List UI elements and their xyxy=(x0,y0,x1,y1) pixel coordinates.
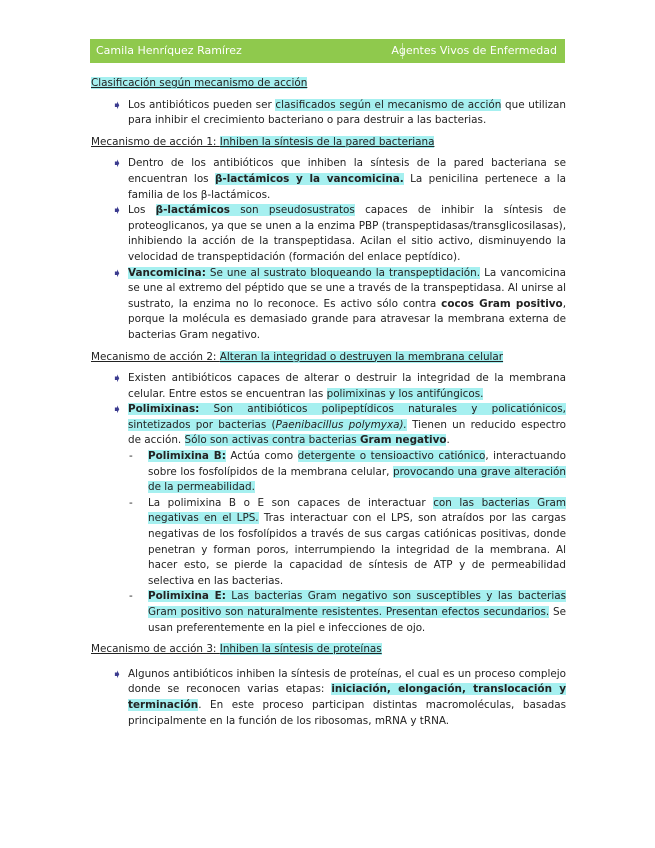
arrow-bullet-icon: ➧ xyxy=(112,203,123,218)
bullet-list xyxy=(91,98,566,129)
list-item: ➧ Algunos antibióticos inhiben la síntesis de proteínas, el cual es un proceso complejo donde se reconocen varias etapas: iniciación, elongación, translocación y terminación. En este proceso participan distintas macromoléculas, basadas principalmente en la función de los ribosomas, mRNA y tRNA. xyxy=(112,666,566,727)
list-item: ➧ Polimixinas: Son antibióticos polipeptídicos naturales y policatiónicos, sintetizados por bacterias (Paenibacillus polymyxa). Tienen un reducido espectro de acción. Sólo son activas contra bacterias Gram negativo. - Polimixina B: Actúa como detergente o tensioactivo catiónico, interactuando sobre los fosfolípidos de la membrana celular, provocando una grave alteración de la permeabilidad. - La polimixina B o E son capaces de interactuar con las bacterias Gram negativas en el LPS. Tras interactuar con el LPS, son atraídos por las cargas negativas de los fosfolípidos a través de sus cargas catiónicas positivas, donde penetran y forman poros, interrumpiendo la integridad de la membrana. Al hacer esto, se pierde la capacidad de síntesis de ATP y de permeabilidad selectiva en las bacterias. - Polimixina E: Las bacterias Gram negativo son susceptibles y las bacterias Gram positivo son naturalmente resistentes. Presentan efectos secundarios. Se usan preferentemente en la piel e infecciones de ojo. xyxy=(91,402,566,636)
dash-bullet: - xyxy=(129,450,133,463)
list-item: ➧ Los antibióticos pueden ser clasificados según el mecanismo de acción que utilizan para inhibir el crecimiento bacteriano o para destruir a las bacterias. xyxy=(112,97,566,127)
subject-title: Agentes Vivos de Enfermedad xyxy=(391,44,557,57)
arrow-bullet-icon: ➧ xyxy=(112,666,123,681)
page-header xyxy=(90,39,565,63)
sub-list-item: - Polimixina B: Actúa como detergente o tensioactivo catiónico, interactuando sobre los fosfolípidos de la membrana celular, provocando una grave alteración de la permeabilidad. xyxy=(129,450,567,494)
section-title-mecanismo-1: Mecanismo de acción 1: Inhiben la síntesis de la pared bacteriana xyxy=(91,135,435,148)
arrow-bullet-icon: ➧ xyxy=(112,402,123,417)
arrow-bullet-icon: ➧ xyxy=(112,97,123,112)
dash-bullet: - xyxy=(129,590,133,603)
section-title-mecanismo-2: Mecanismo de acción 2: Alteran la integridad o destruyen la membrana celular xyxy=(91,350,504,363)
arrow-bullet-icon: ➧ xyxy=(112,371,123,386)
list-item: ➧ Existen antibióticos capaces de alterar o destruir la integridad de la membrana celular. Entre estos se encuentran las polimixinas y los antifúngicos. xyxy=(112,371,566,400)
sub-list xyxy=(128,449,566,636)
list-item: ➧ Dentro de los antibióticos que inhiben la síntesis de la pared bacteriana se encuentran los β-lactámicos y la vancomicina. La penicilina pertenece a la familia de los β-lactámicos. xyxy=(112,156,566,201)
bullet-list xyxy=(91,371,566,636)
sub-list-item: - Polimixina E: Las bacterias Gram negativo son susceptibles y las bacterias Gram positivo son naturalmente resistentes. Presentan efectos secundarios. Se usan preferentemente en la piel e infecciones de ojo. xyxy=(129,590,566,634)
arrow-bullet-icon: ➧ xyxy=(112,156,123,171)
list-item: ➧ Los β-lactámicos son pseudosustratos capaces de inhibir la síntesis de proteoglicanos, ya que se unen a la enzima PBP (transpeptidasas/transglicosilasas), inhibiendo la acción de la transpeptidasa. Acilan el sitio activo, disminuyendo la velocidad de transpeptidación (formación del enlace peptídico). xyxy=(112,203,566,263)
list-item: ➧ Vancomicina: Se une al sustrato bloqueando la transpeptidación. La vancomicina se une al extremo del péptido que se une a través de la transpeptidasa. Al unirse al sustrato, la enzima no lo reconoce. Es activo sólo contra cocos Gram positivo, porque la molécula es demasiado grande para atravesar la membrana externa de bacterias Gram negativo. xyxy=(112,265,567,341)
bullet-list xyxy=(91,667,566,729)
dash-bullet: - xyxy=(129,496,133,509)
arrow-bullet-icon: ➧ xyxy=(112,265,123,280)
sub-list-item: - La polimixina B o E son capaces de interactuar con las bacterias Gram negativas en el LPS. Tras interactuar con el LPS, son atraídos por las cargas negativas de los fosfolípidos a través de sus cargas catiónicas positivas, donde penetran y forman poros, interrumpiendo la integridad de la membrana. Al hacer esto, se pierde la capacidad de síntesis de ATP y de permeabilidad selectiva en las bacterias. xyxy=(129,496,567,587)
section-title-clasificacion: Clasificación según mecanismo de acción xyxy=(91,77,308,89)
section-title-mecanismo-3: Mecanismo de acción 3: Inhiben la síntesis de proteínas xyxy=(91,643,382,656)
document-body xyxy=(91,76,566,735)
bullet-list xyxy=(91,156,566,343)
author-name: Camila Henríquez Ramírez xyxy=(96,44,242,57)
